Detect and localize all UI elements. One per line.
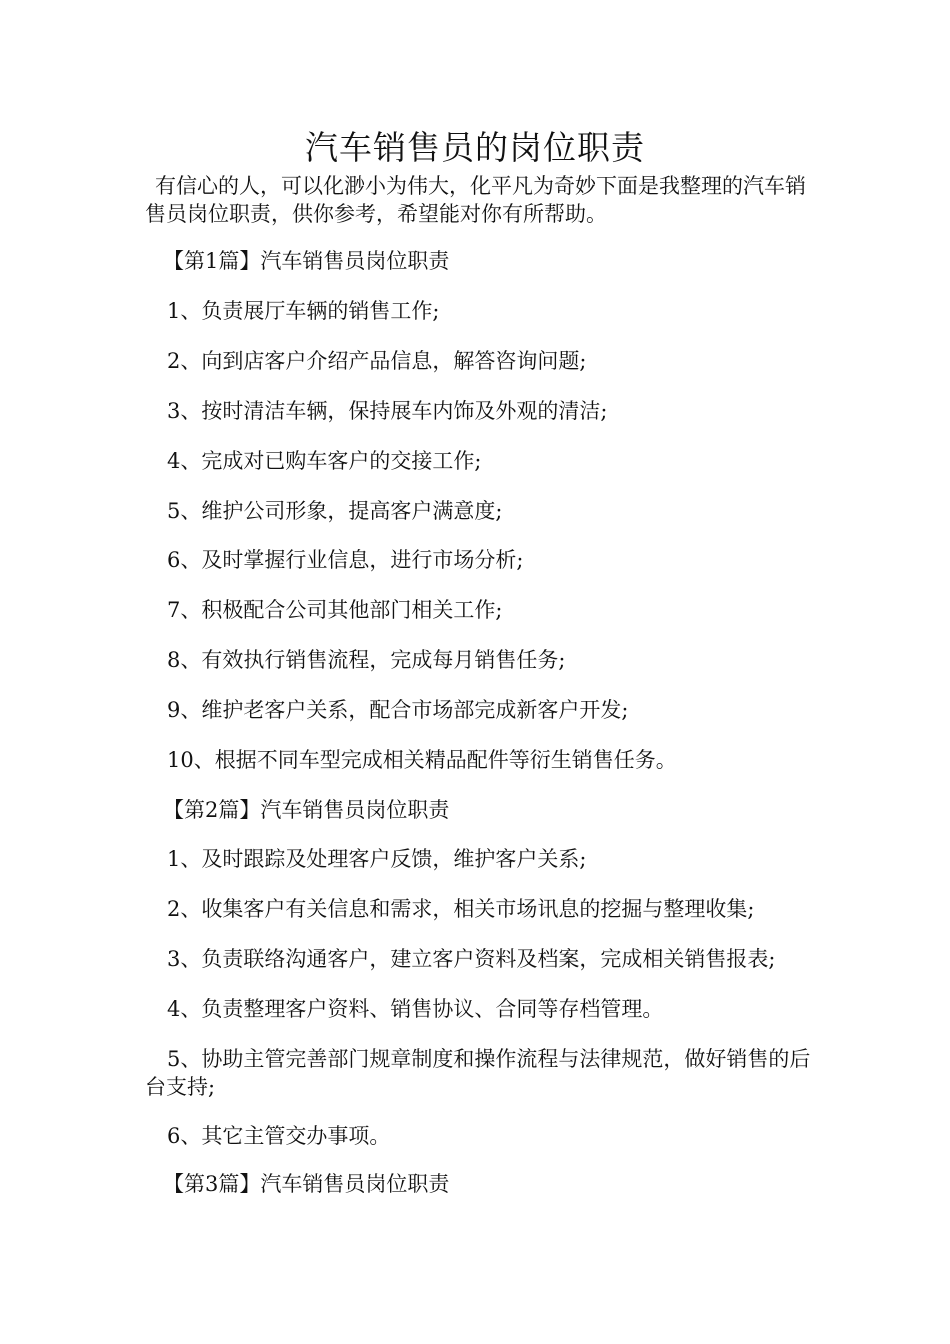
document-title: 汽车销售员的岗位职责 xyxy=(305,128,645,167)
section-2-item-4: 4、负责整理客户资料、销售协议、合同等存档管理。 xyxy=(167,997,664,1021)
intro-paragraph: 有信心的人，可以化渺小为伟大，化平凡为奇妙下面是我整理的汽车销售员岗位职责，供你参考，希望能对你有所帮助。 xyxy=(145,174,806,226)
section-1-heading: 【第1篇】汽车销售员岗位职责 xyxy=(163,249,450,273)
section-2-heading: 【第2篇】汽车销售员岗位职责 xyxy=(163,798,450,822)
section-2-item-5: 5、协助主管完善部门规章制度和操作流程与法律规范，做好销售的后台支持; xyxy=(145,1047,811,1099)
section-1-item-6: 6、及时掌握行业信息，进行市场分析; xyxy=(167,548,524,572)
section-1-item-8: 8、有效执行销售流程，完成每月销售任务; xyxy=(167,648,566,672)
section-1-item-4: 4、完成对已购车客户的交接工作; xyxy=(167,449,482,473)
section-1-item-1: 1、负责展厅车辆的销售工作; xyxy=(167,299,440,323)
section-1-item-5: 5、维护公司形象，提高客户满意度; xyxy=(167,499,503,523)
section-1-item-3: 3、按时清洁车辆，保持展车内饰及外观的清洁; xyxy=(167,399,608,423)
section-2-item-3: 3、负责联络沟通客户，建立客户资料及档案，完成相关销售报表; xyxy=(167,947,776,971)
section-1-item-2: 2、向到店客户介绍产品信息，解答咨询问题; xyxy=(167,349,587,373)
section-2-item-1: 1、及时跟踪及处理客户反馈，维护客户关系; xyxy=(167,847,587,871)
section-1-item-9: 9、维护老客户关系，配合市场部完成新客户开发; xyxy=(167,698,629,722)
section-1-item-10: 10、根据不同车型完成相关精品配件等衍生销售任务。 xyxy=(167,748,677,772)
section-2-item-6: 6、其它主管交办事项。 xyxy=(167,1124,391,1148)
section-1-item-7: 7、积极配合公司其他部门相关工作; xyxy=(167,598,503,622)
section-3-heading: 【第3篇】汽车销售员岗位职责 xyxy=(163,1172,450,1196)
section-2-item-2: 2、收集客户有关信息和需求，相关市场讯息的挖掘与整理收集; xyxy=(167,897,755,921)
